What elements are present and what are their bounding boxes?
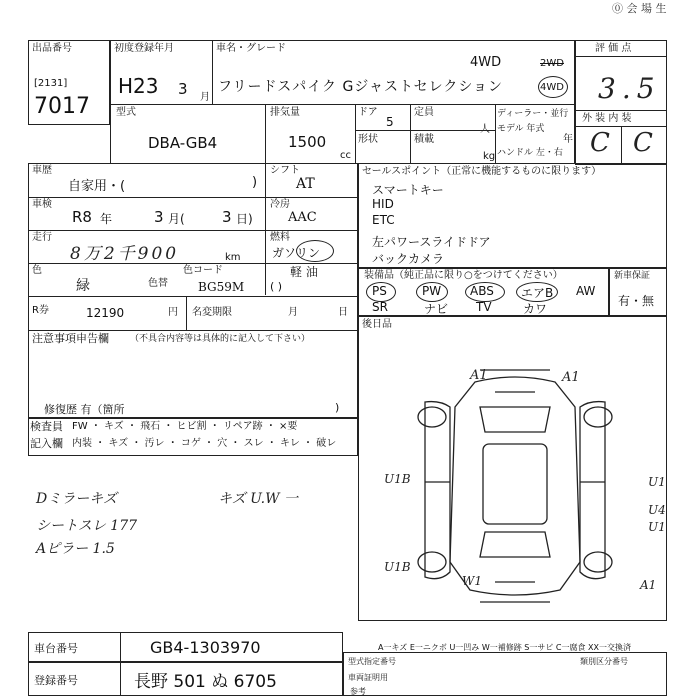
damage-mark: U1	[648, 520, 666, 534]
model-year-label: モデル 年式	[497, 124, 545, 134]
equip-leather: カワ	[523, 302, 548, 316]
fuel-other: ( )	[270, 280, 283, 293]
mileage-value: 8万2千900	[70, 244, 180, 264]
inspect-label-1: 検査員	[30, 420, 63, 433]
reg-year: H23	[118, 74, 159, 98]
drive-option-4wd: 4WD	[540, 82, 564, 93]
chassis-label: 車台番号	[34, 642, 78, 655]
fuel-gasoline: ガソリン	[272, 246, 321, 260]
inspection-day: 3	[222, 208, 232, 226]
recycle-value: 12190	[86, 306, 125, 320]
equip-abs-circle	[465, 282, 505, 302]
dealer-label: ディーラー・並行	[497, 109, 569, 119]
equip-pw-circle	[416, 282, 448, 302]
equip-ps: PS	[372, 284, 387, 298]
interior-grade: C	[633, 128, 653, 158]
fuel-diesel: 軽 油	[290, 265, 318, 279]
sales-point-item: バックカメラ	[372, 252, 445, 266]
model-name: フリードスパイク Gジャストセレクション	[218, 79, 504, 95]
reg-label: 初度登録年月	[114, 43, 174, 54]
cc-unit: cc	[340, 150, 351, 161]
damage-legend: A一キズ E一ニクボ U一凹み W一補修跡 S一サビ C一腐食 XX一交換済	[378, 643, 632, 652]
equip-airbag: エアB	[521, 286, 554, 300]
notes-sub: （不具合内容等は具体的に記入して下さい）	[130, 334, 311, 344]
car-damage-diagram	[370, 362, 660, 612]
history-label: 車歴	[32, 165, 52, 176]
header-stamp: ⓪ 会 場 生	[612, 2, 667, 15]
handwritten-note: シートスレ 177	[36, 518, 138, 534]
inspect-row-1: FW ・ キズ ・ 飛石 ・ ヒビ割 ・ リペア跡 ・ ×要	[72, 421, 298, 432]
sales-point-item: HID	[372, 197, 394, 211]
fuel-circle	[296, 240, 334, 262]
title-day-unit: 日	[338, 307, 348, 318]
drive-circle	[538, 76, 568, 98]
inspect-row-2: 内装 ・ キズ ・ 汚レ ・ コゲ ・ 穴 ・ スレ ・ キレ ・ 破レ	[72, 438, 337, 449]
vehicle-cert-label: 車両証明用	[348, 673, 388, 682]
damage-mark: U1	[648, 475, 666, 489]
type-label: 型式	[116, 107, 136, 118]
repair-history: 修復歴 有（箇所	[44, 403, 125, 416]
color-code-label: 色コード	[183, 265, 223, 276]
repair-close: )	[335, 401, 340, 414]
chassis-number: GB4-1303970	[150, 638, 261, 657]
color-value: 緑	[76, 278, 90, 294]
displacement-value: 1500	[288, 133, 327, 151]
kg-unit: kg	[483, 151, 496, 162]
equip-pw: PW	[422, 284, 442, 298]
lot-sub: [2131]	[34, 78, 68, 89]
grade-label: 評 価 点	[595, 43, 632, 54]
notes-label: 注意事項申告欄	[32, 332, 109, 345]
inspect-label-2: 記入欄	[30, 437, 63, 450]
sales-point-item: 左パワースライドドア	[372, 235, 491, 249]
plate-number: 長野 501 ぬ 6705	[134, 672, 277, 692]
inspection-year-unit: 年	[100, 212, 113, 226]
handwritten-note: Aピラー 1.5	[36, 541, 115, 557]
mileage-label: 走行	[32, 232, 52, 243]
inspection-era: R8	[72, 208, 92, 226]
lot-number: 7017	[34, 94, 90, 119]
equipment-title: 装備品（純正品に限り○をつけてください）	[364, 270, 563, 281]
type-value: DBA-GB4	[148, 134, 218, 152]
reg-month-unit: 月	[200, 92, 210, 103]
damage-mark: U1B	[384, 472, 411, 486]
reference-label: 参考	[350, 687, 366, 696]
color-label: 色	[32, 265, 42, 276]
rear-seat-label: 後日品	[362, 319, 392, 330]
equip-abs: ABS	[470, 284, 494, 298]
shift-label: シフト	[270, 165, 300, 176]
recycle-yen: 円	[168, 307, 178, 318]
model-year-unit: 年	[563, 134, 573, 145]
history-close: )	[252, 175, 258, 190]
exterior-grade: C	[590, 128, 610, 158]
reg-month: 3	[178, 80, 188, 98]
damage-mark: A1	[562, 370, 580, 385]
door-value: 5	[386, 115, 394, 129]
class-code-label: 類別区分番号	[580, 657, 628, 666]
lot-label: 出品番号	[32, 43, 72, 54]
ext-int-label: 外 装 内 装	[582, 113, 632, 124]
equip-ps-circle	[366, 282, 396, 302]
plate-label: 登録番号	[34, 674, 78, 687]
damage-mark: A1	[640, 578, 657, 592]
inspection-day-unit: 日)	[236, 212, 253, 226]
handwritten-note: キズ U.W 一	[218, 491, 298, 507]
recycle-label: R券	[32, 305, 49, 316]
equip-tv: TV	[476, 300, 492, 314]
history-value: 自家用・(	[68, 179, 126, 194]
damage-mark: W1	[462, 574, 482, 588]
fuel-label: 燃料	[270, 232, 290, 243]
model-label: 車名・グレード	[216, 43, 286, 54]
warranty-label: 新車保証	[614, 271, 651, 281]
sales-point-item: ETC	[372, 213, 395, 227]
handwritten-note: Dミラーキズ	[36, 491, 117, 507]
equip-airbag-circle	[516, 282, 558, 302]
drive-type: 4WD	[470, 55, 502, 70]
handle-label: ハンドル 左・右	[497, 148, 563, 158]
color-change-label: 色替	[148, 278, 168, 289]
equip-navi: ナビ	[424, 302, 449, 316]
inspection-month: 3	[154, 208, 164, 226]
ac-label: 冷房	[270, 199, 290, 210]
capacity-label: 定員	[414, 107, 434, 118]
type-cert-label: 型式指定番号	[348, 657, 396, 666]
equip-aw: AW	[576, 284, 596, 298]
title-month-unit: 月	[288, 307, 298, 318]
shift-value: AT	[296, 176, 315, 192]
displacement-label: 排気量	[270, 107, 300, 118]
title-change-label: 名変期限	[192, 307, 232, 318]
door-label: ドア	[358, 107, 378, 118]
sales-points-title: セールスポイント（正常に機能するものに限ります）	[362, 166, 602, 177]
sales-point-item: スマートキー	[372, 183, 444, 197]
inspection-label: 車検	[32, 199, 52, 210]
mileage-unit: km	[225, 252, 241, 263]
damage-mark: U1B	[384, 560, 411, 574]
equip-sr: SR	[372, 300, 388, 314]
color-code: BG59M	[198, 280, 245, 294]
inspection-month-unit: 月(	[168, 212, 185, 226]
load-label: 積載	[414, 134, 434, 145]
grade-score: 3.5	[598, 72, 661, 105]
damage-mark: U4	[648, 503, 666, 517]
shape-label: 形状	[358, 134, 378, 145]
warranty-value: 有・無	[618, 294, 655, 308]
ac-value: AAC	[288, 210, 317, 225]
damage-mark: A1	[470, 368, 488, 383]
drive-option-2wd: 2WD	[540, 58, 564, 69]
capacity-unit: 人	[480, 124, 490, 135]
